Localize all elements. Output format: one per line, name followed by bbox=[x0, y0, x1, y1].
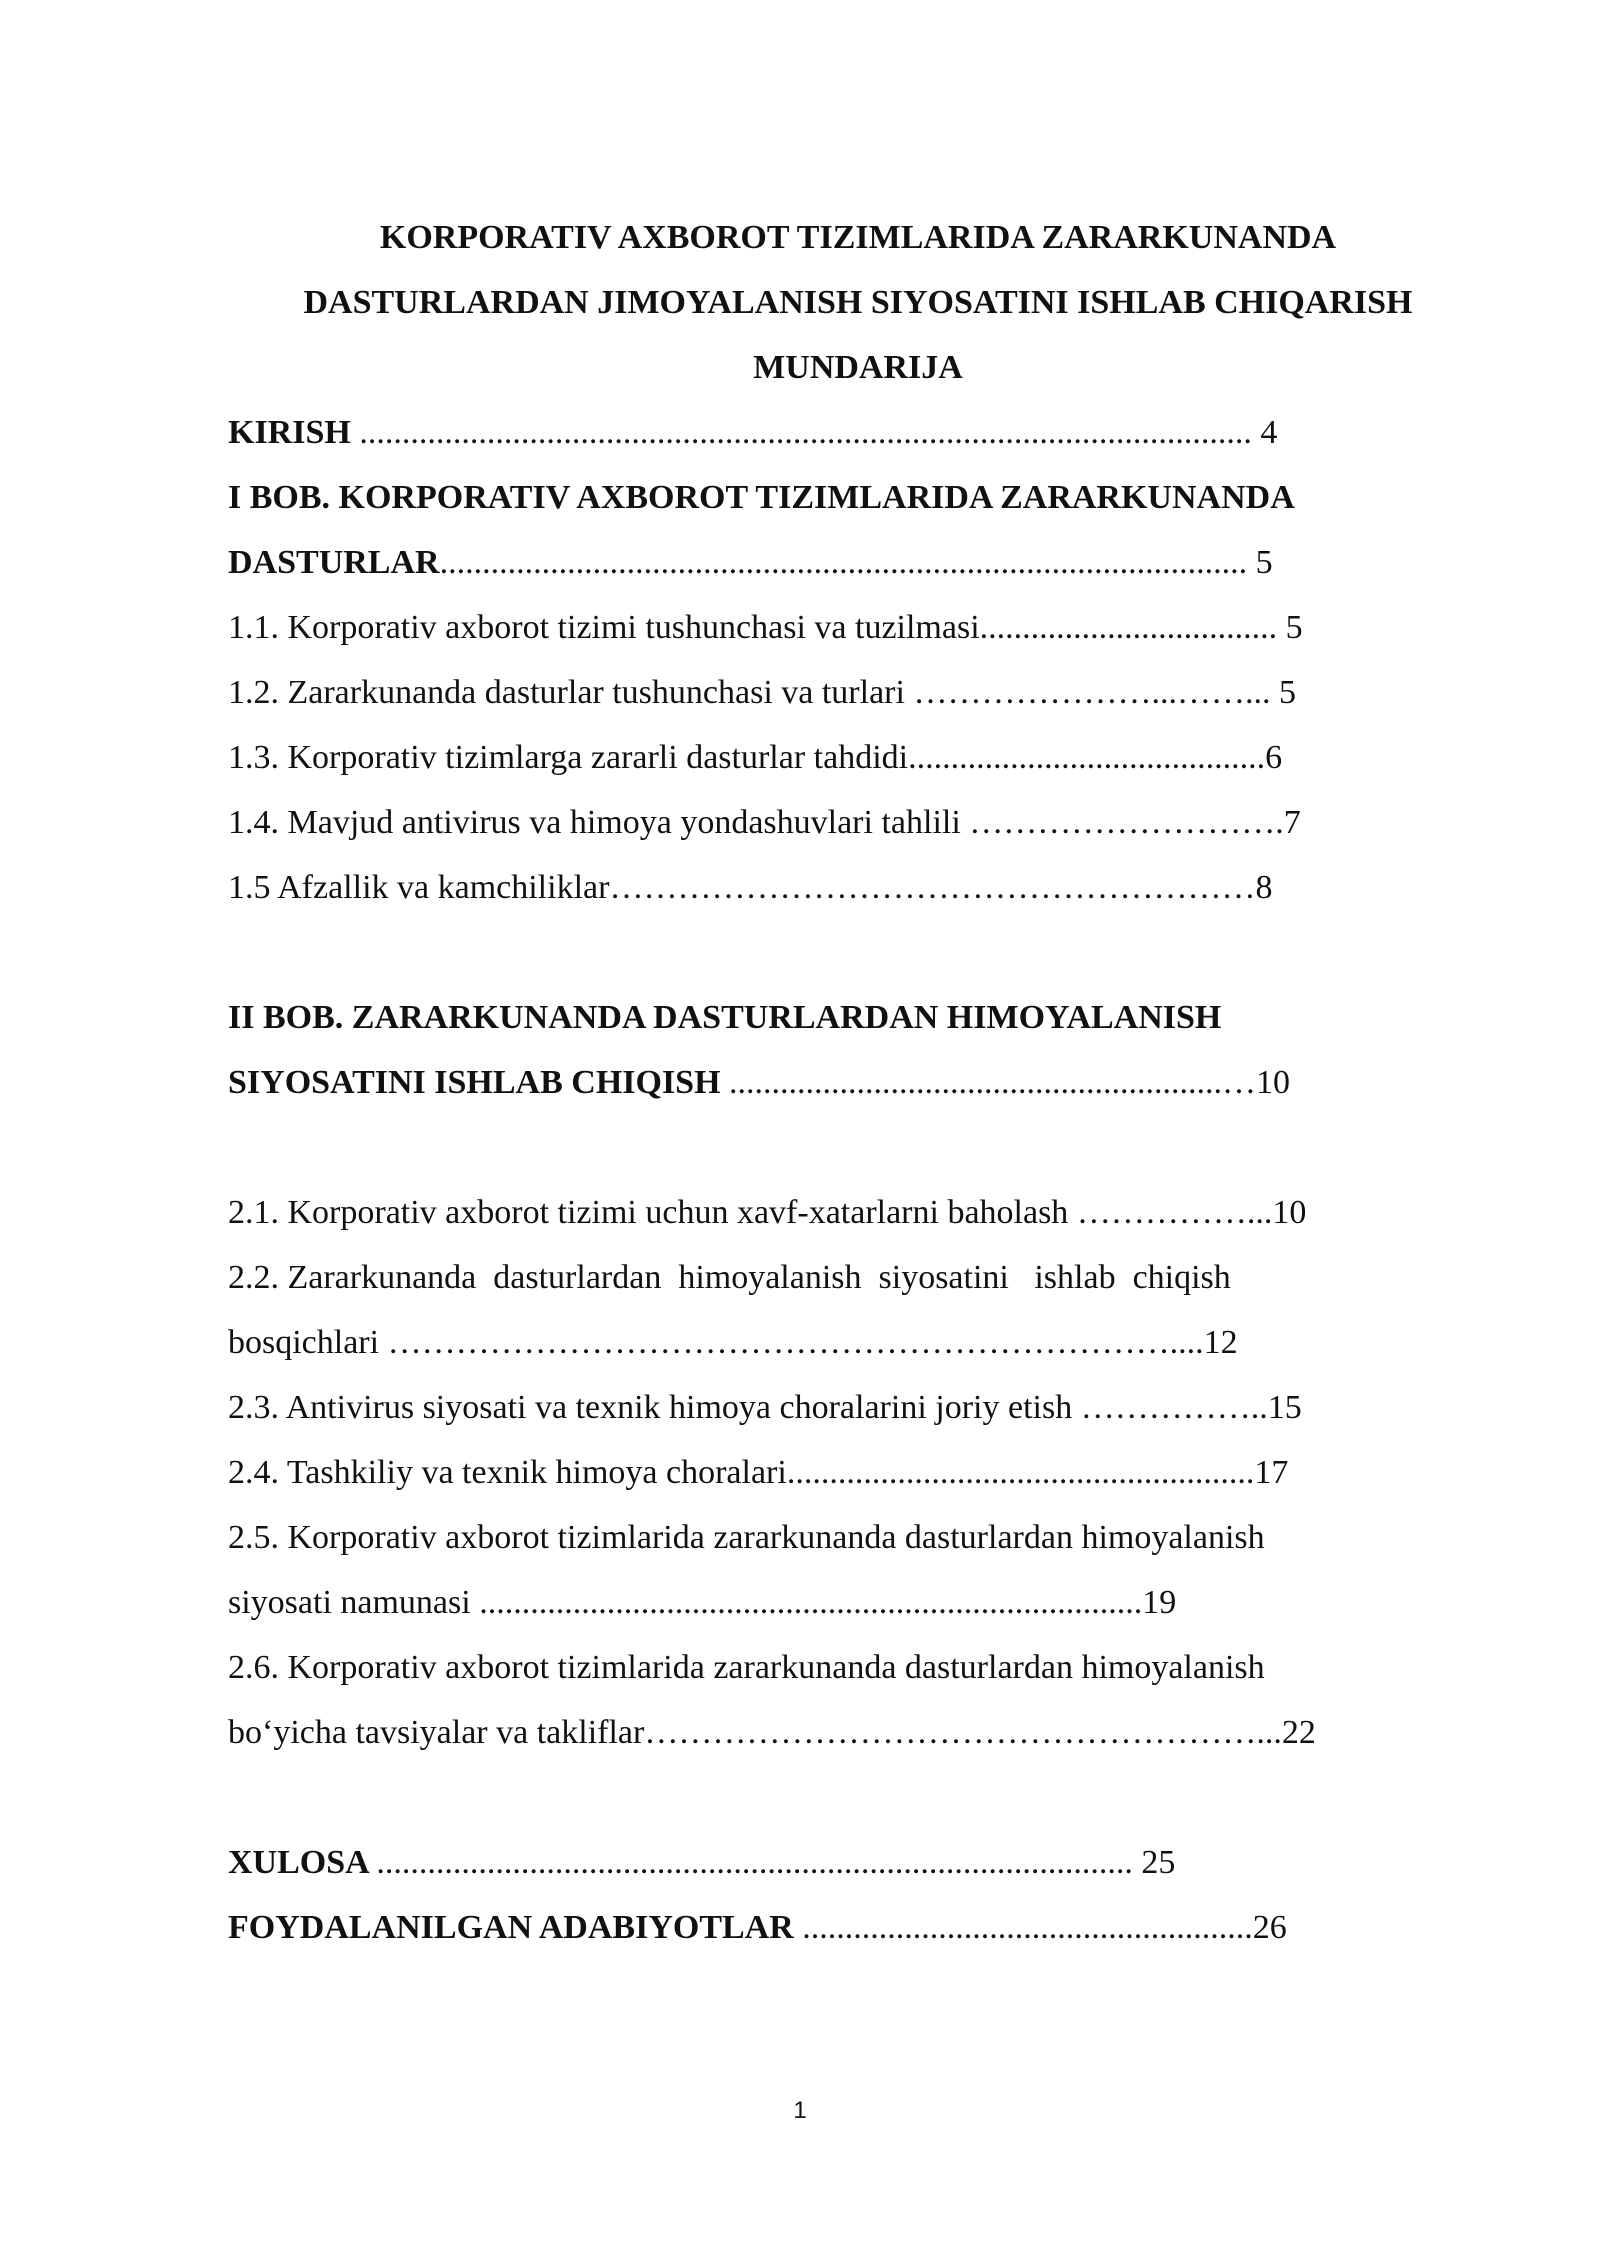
toc-entry-2-2-line-1 bbox=[228, 1258, 1231, 1298]
toc-entry-leader: ..........................................6 bbox=[908, 739, 1283, 776]
toc-entry-label: 2.6. Korporativ axborot tizimlarida zararkunanda dasturlardan himoyalanish bbox=[228, 1649, 1265, 1686]
toc-entry-label: I BOB. KORPORATIV AXBOROT TIZIMLARIDA ZARARKUNANDA bbox=[228, 479, 1295, 516]
toc-entry-label: SIYOSATINI ISHLAB CHIQISH bbox=[228, 1064, 730, 1101]
toc-entry-label: KIRISH bbox=[228, 414, 360, 451]
toc-entry-label: XULOSA bbox=[228, 1844, 377, 1881]
toc-entry-leader: .......................................................17 bbox=[786, 1454, 1289, 1491]
toc-entry-leader: ................................... 5 bbox=[979, 609, 1303, 646]
toc-entry-label: 2.4. Tashkiliy va texnik himoya choralari bbox=[228, 1454, 787, 1491]
toc-entry-label: 2.1. Korporativ axborot tizimi uchun xavf-xatarlarni baholash bbox=[228, 1194, 1077, 1231]
toc-entry-leader: ………………………………………………...22 bbox=[644, 1714, 1316, 1751]
toc-entry-2-6-line-1 bbox=[228, 1648, 1265, 1688]
document-title-line-1: KORPORATIV AXBOROT TIZIMLARIDA ZARARKUNANDA bbox=[379, 219, 1337, 256]
toc-entry-2-2-line-2 bbox=[228, 1323, 1238, 1363]
toc-entry-1-1 bbox=[228, 608, 1303, 648]
toc-entry-label: bosqichlari bbox=[228, 1324, 388, 1361]
toc-chapter-1-line-2 bbox=[228, 543, 1273, 583]
toc-entry-label: 2.3. Antivirus siyosati va texnik himoya choralarini joriy etish bbox=[228, 1389, 1081, 1426]
toc-chapter-2-line-2 bbox=[228, 1063, 1290, 1103]
toc-entry-xulosa bbox=[228, 1843, 1175, 1883]
toc-entry-label: 1.2. Zararkunanda dasturlar tushunchasi va turlari bbox=[228, 674, 914, 711]
toc-entry-label: siyosati namunasi bbox=[228, 1584, 480, 1621]
toc-entry-leader: ..............................................................................19 bbox=[479, 1584, 1177, 1621]
toc-entry-leader: ……………...10 bbox=[1076, 1194, 1307, 1231]
toc-entry-1-4 bbox=[228, 803, 1301, 843]
toc-entry-leader: ……………..15 bbox=[1080, 1389, 1302, 1426]
toc-heading: MUNDARIJA bbox=[753, 349, 963, 386]
toc-entry-2-6-line-2 bbox=[228, 1713, 1316, 1753]
toc-entry-label: DASTURLAR bbox=[228, 544, 440, 581]
toc-entry-label: 1.5 Afzallik va kamchiliklar bbox=[228, 869, 610, 906]
toc-entry-1-2 bbox=[228, 673, 1296, 713]
toc-entry-label: 2.5. Korporativ axborot tizimlarida zararkunanda dasturlardan himoyalanish bbox=[228, 1519, 1265, 1556]
toc-entry-2-5-line-1 bbox=[228, 1518, 1265, 1558]
toc-entry-1-5 bbox=[228, 868, 1272, 908]
page-number: 1 bbox=[793, 2097, 807, 2124]
toc-entry-leader: …………………………………………………8 bbox=[609, 869, 1273, 906]
toc-entry-leader: ......................................................................................... 25 bbox=[376, 1844, 1176, 1881]
toc-entry-leader: ..........................................................…10 bbox=[729, 1064, 1291, 1101]
toc-entry-label: 1.1. Korporativ axborot tizimi tushunchasi va tuzilmasi bbox=[228, 609, 980, 646]
toc-entry-1-3 bbox=[228, 738, 1282, 778]
toc-entry-2-3 bbox=[228, 1388, 1302, 1428]
toc-entry-leader: ......................................................................................................... 4 bbox=[359, 414, 1278, 451]
toc-entry-label: 1.3. Korporativ tizimlarga zararli dasturlar tahdidi bbox=[228, 739, 909, 776]
toc-entry-kirish bbox=[228, 413, 1277, 453]
toc-entry-leader: …………………...……... 5 bbox=[913, 674, 1296, 711]
toc-entry-label: 1.4. Mavjud antivirus va himoya yondashuvlari tahlili bbox=[228, 804, 970, 841]
toc-entry-2-5-line-2 bbox=[228, 1583, 1176, 1623]
document-title-line-2: DASTURLARDAN JIMOYALANISH SIYOSATINI ISHLAB CHIQARISH bbox=[303, 284, 1413, 321]
toc-entry-adabiyotlar bbox=[228, 1908, 1287, 1948]
toc-entry-label: bo‘yicha tavsiyalar va takliflar bbox=[228, 1714, 645, 1751]
toc-entry-label: FOYDALANILGAN ADABIYOTLAR bbox=[228, 1909, 803, 1946]
toc-entry-label: 2.2. Zararkunanda dasturlardan himoyalanish siyosatini ishlab chiqish bbox=[228, 1259, 1231, 1296]
toc-chapter-2-line-1 bbox=[228, 998, 1221, 1038]
toc-entry-2-4 bbox=[228, 1453, 1288, 1493]
toc-chapter-1-line-1 bbox=[228, 478, 1295, 518]
toc-entry-leader: ............................................................................................... 5 bbox=[439, 544, 1273, 581]
toc-entry-leader: .....................................................26 bbox=[802, 1909, 1287, 1946]
toc-entry-2-1 bbox=[228, 1193, 1306, 1233]
toc-entry-leader: ……………………….7 bbox=[969, 804, 1301, 841]
toc-entry-leader: ……………………………………………………………....12 bbox=[387, 1324, 1238, 1361]
toc-entry-label: II BOB. ZARARKUNANDA DASTURLARDAN HIMOYALANISH bbox=[228, 999, 1222, 1036]
